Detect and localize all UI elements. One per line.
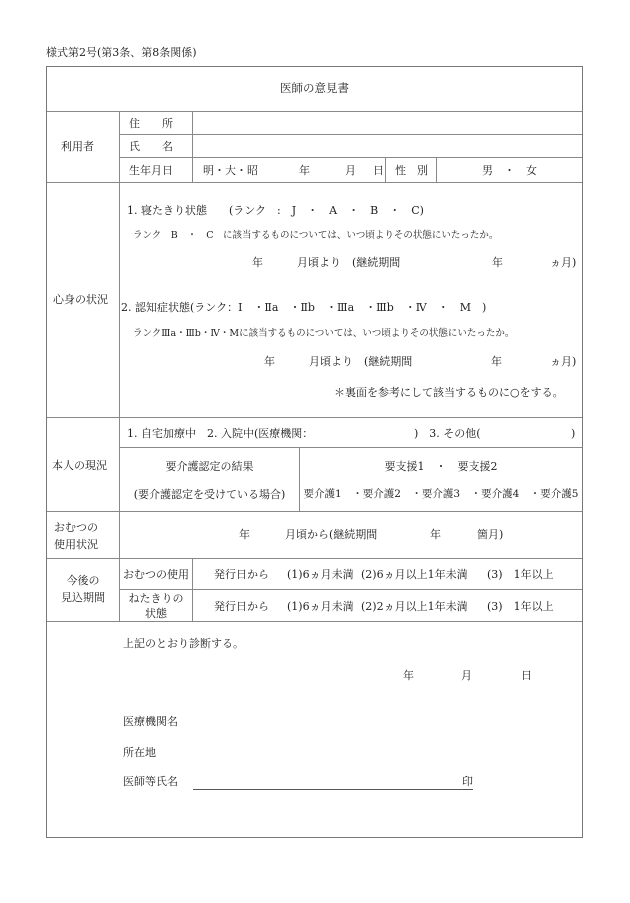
outlook-bedridden-opt3[interactable]: (3) 1年以上: [487, 600, 554, 613]
divider: [385, 157, 386, 182]
divider: [299, 447, 300, 511]
status-options-other[interactable]: ) 3. その他(: [414, 427, 481, 440]
diaper-usage-label-2: 使用状況: [54, 538, 98, 551]
status-options-end: ): [571, 427, 576, 440]
bedridden-duration-month: ヵ月): [550, 256, 577, 269]
outlook-diaper-opt1[interactable]: (1)6ヵ月未満: [287, 568, 354, 581]
name-label: 氏 名: [129, 140, 173, 153]
diaper-year: 年: [239, 528, 250, 541]
birth-year-unit: 年: [299, 164, 310, 177]
current-status-label: 本人の現況: [52, 459, 107, 472]
form-number: 様式第2号(第3条、第8条関係): [46, 46, 197, 59]
outlook-bedridden-from: 発行日から: [214, 600, 269, 613]
bedridden-since-year: 年: [252, 256, 263, 269]
bedridden-duration-year: 年: [492, 256, 503, 269]
dementia-duration-month: ヵ月): [550, 355, 577, 368]
outlook-bedridden-opt1[interactable]: (1)6ヵ月未満: [287, 600, 354, 613]
diagnosis-year: 年: [403, 669, 414, 682]
outlook-label-1: 今後の: [66, 574, 100, 587]
dementia-since-year: 年: [264, 355, 275, 368]
divider: [47, 182, 582, 183]
outlook-bedridden-label-1: ねたきりの: [128, 592, 184, 605]
outlook-diaper-from: 発行日から: [214, 568, 269, 581]
outlook-diaper-opt2[interactable]: (2)6ヵ月以上1年未満: [361, 568, 468, 581]
era-options[interactable]: 明・大・昭: [203, 164, 258, 177]
diagnosis-statement: 上記のとおり診断する。: [123, 637, 244, 650]
divider: [120, 447, 582, 448]
bedridden-since-month: 月頃より (継続期間: [297, 256, 401, 269]
diagnosis-month: 月: [461, 669, 472, 682]
sex-label: 性 別: [395, 164, 428, 177]
care-result-sublabel: (要介護認定を受けている場合): [133, 488, 286, 501]
bedridden-note: ランク B ・ C に該当するものについては、いつ頃よりその状態にいたったか。: [133, 230, 499, 241]
care-levels[interactable]: 要介護1 ・要介護2 ・要介護3 ・要介護4 ・要介護5: [303, 488, 579, 500]
location-label: 所在地: [123, 746, 156, 759]
seal-mark: 印: [462, 775, 473, 788]
diaper-since: 月頃から(継続期間: [285, 528, 378, 541]
diagnosis-day: 日: [521, 669, 532, 682]
divider: [119, 111, 120, 621]
divider: [192, 558, 193, 621]
divider: [47, 417, 582, 418]
address-label: 住 所: [129, 117, 173, 130]
dementia-rank[interactable]: 2. 認知症状態(ランク：Ⅰ ・Ⅱa ・Ⅱb ・Ⅲa ・Ⅲb ・Ⅳ ・ M ): [121, 301, 487, 314]
birth-month-unit: 月: [345, 164, 356, 177]
user-label: 利用者: [61, 140, 94, 153]
sex-options[interactable]: 男 ・ 女: [482, 164, 537, 177]
name-field[interactable]: [193, 135, 582, 157]
divider: [120, 589, 582, 590]
outlook-bedridden-opt2[interactable]: (2)2ヵ月以上1年未満: [361, 600, 468, 613]
address-field[interactable]: [193, 112, 582, 134]
birth-day-unit-visible: 日: [373, 164, 384, 177]
dementia-since-month: 月頃より (継続期間: [309, 355, 413, 368]
form-title: 医師の意見書: [280, 81, 349, 95]
opinion-form: [46, 66, 583, 838]
outlook-label-2: 見込期間: [61, 591, 105, 604]
care-result-label: 要介護認定の結果: [165, 460, 254, 473]
diaper-duration-year: 年: [430, 528, 441, 541]
institution-label: 医療機関名: [123, 715, 178, 728]
doctor-name-label: 医師等氏名: [123, 775, 178, 788]
footnote: ＊裏面を参考にして該当するものに○をする。: [334, 386, 564, 399]
dementia-duration-year: 年: [491, 355, 502, 368]
status-options[interactable]: 1. 自宅加療中 2. 入院中(医療機関：: [127, 427, 314, 440]
divider: [47, 558, 582, 559]
outlook-diaper-label: おむつの使用: [123, 568, 189, 581]
support-levels[interactable]: 要支援1 ・ 要支援2: [384, 460, 498, 473]
outlook-bedridden-label-2: 状態: [145, 607, 167, 620]
divider: [120, 157, 582, 158]
divider: [47, 511, 582, 512]
mind-body-label: 心身の状況: [53, 293, 108, 306]
diaper-usage-label-1: おむつの: [54, 521, 98, 534]
outlook-diaper-opt3[interactable]: (3) 1年以上: [487, 568, 554, 581]
divider: [47, 621, 582, 622]
birthdate-label: 生年月日: [129, 164, 173, 177]
dementia-note: ランクⅢa・Ⅲb・Ⅳ・Mに該当するものについては、いつ頃よりその状態にいたったか。: [133, 328, 515, 339]
doctor-signature-line[interactable]: [193, 789, 473, 790]
bedridden-rank[interactable]: 1. 寝たきり状態 (ランク : J ・ A ・ B ・ C): [127, 204, 424, 217]
diaper-duration-month: 箇月): [477, 528, 504, 541]
